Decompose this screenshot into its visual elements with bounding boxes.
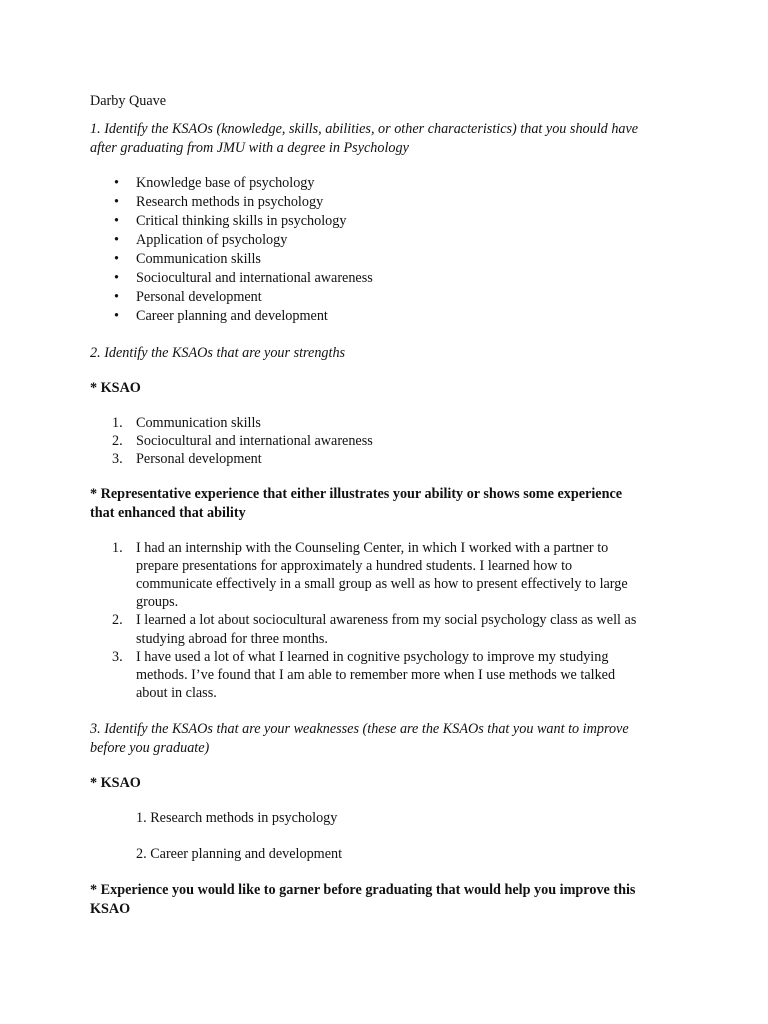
bullet-icon: • [114,194,119,210]
list-item: 3. Personal development [112,451,262,468]
list-item: • Sociocultural and international awareness [114,270,373,286]
question-1-line-1: 1. Identify the KSAOs (knowledge, skills, abilities, or other characteristics) that you should have [90,121,639,137]
list-item: 2. Sociocultural and international awareness [112,433,373,450]
weaknesses-ksao-heading: * KSAO [90,775,141,792]
list-item: • Research methods in psychology [114,194,324,210]
list-item: • Personal development [114,289,262,305]
list-item: • Critical thinking skills in psychology [114,213,347,229]
list-item: • Communication skills [114,251,261,267]
question-1-line-2: after graduating from JMU with a degree in Psychology [90,140,409,156]
bullet-icon: • [114,308,119,324]
document-page [90,92,690,935]
author-name: Darby Quave [90,93,167,109]
bullet-icon: • [114,251,119,267]
bullet-icon: • [114,175,119,191]
ksao-bullet-list [90,174,690,326]
list-item: 2. I learned a lot about sociocultural awareness from my social psychology class as well as studying abroad for three months. [112,612,637,647]
bullet-icon: • [114,289,119,305]
bullet-icon: • [114,232,119,248]
experience-list [90,539,690,703]
list-item: • Knowledge base of psychology [114,175,315,191]
strengths-list [90,414,690,469]
weakness-item: 1. Research methods in psychology [136,810,338,827]
list-item: • Career planning and development [114,308,328,324]
question-2: 2. Identify the KSAOs that are your strengths [90,345,346,361]
question-3: 3. Identify the KSAOs that are your weaknesses (these are the KSAOs that you want to improve before you graduate) [90,721,629,757]
list-item: • Application of psychology [114,232,288,248]
representative-experience-heading: * Representative experience that either illustrates your ability or shows some experience that enhanced that ability [90,485,623,521]
weakness-item: 2. Career planning and development [136,846,343,863]
list-item: 1. Communication skills [112,415,261,431]
bullet-icon: • [114,213,119,229]
list-item: 3. I have used a lot of what I learned in cognitive psychology to improve my studying methods. I’ve found that I am able to remember more when I use methods we talked about in class. [112,648,616,702]
question-1 [90,120,690,158]
list-item: 1. I had an internship with the Counseling Center, in which I worked with a partner to prepare presentations for approximately a hundred students. I learned how to communicate effectively in a small group as well as how to present effectively to large groups. [112,539,628,611]
bullet-icon: • [114,270,119,286]
experience-to-garner-heading: * Experience you would like to garner before graduating that would help you improve this KSAO [90,882,636,918]
strengths-ksao-heading: * KSAO [90,380,141,396]
